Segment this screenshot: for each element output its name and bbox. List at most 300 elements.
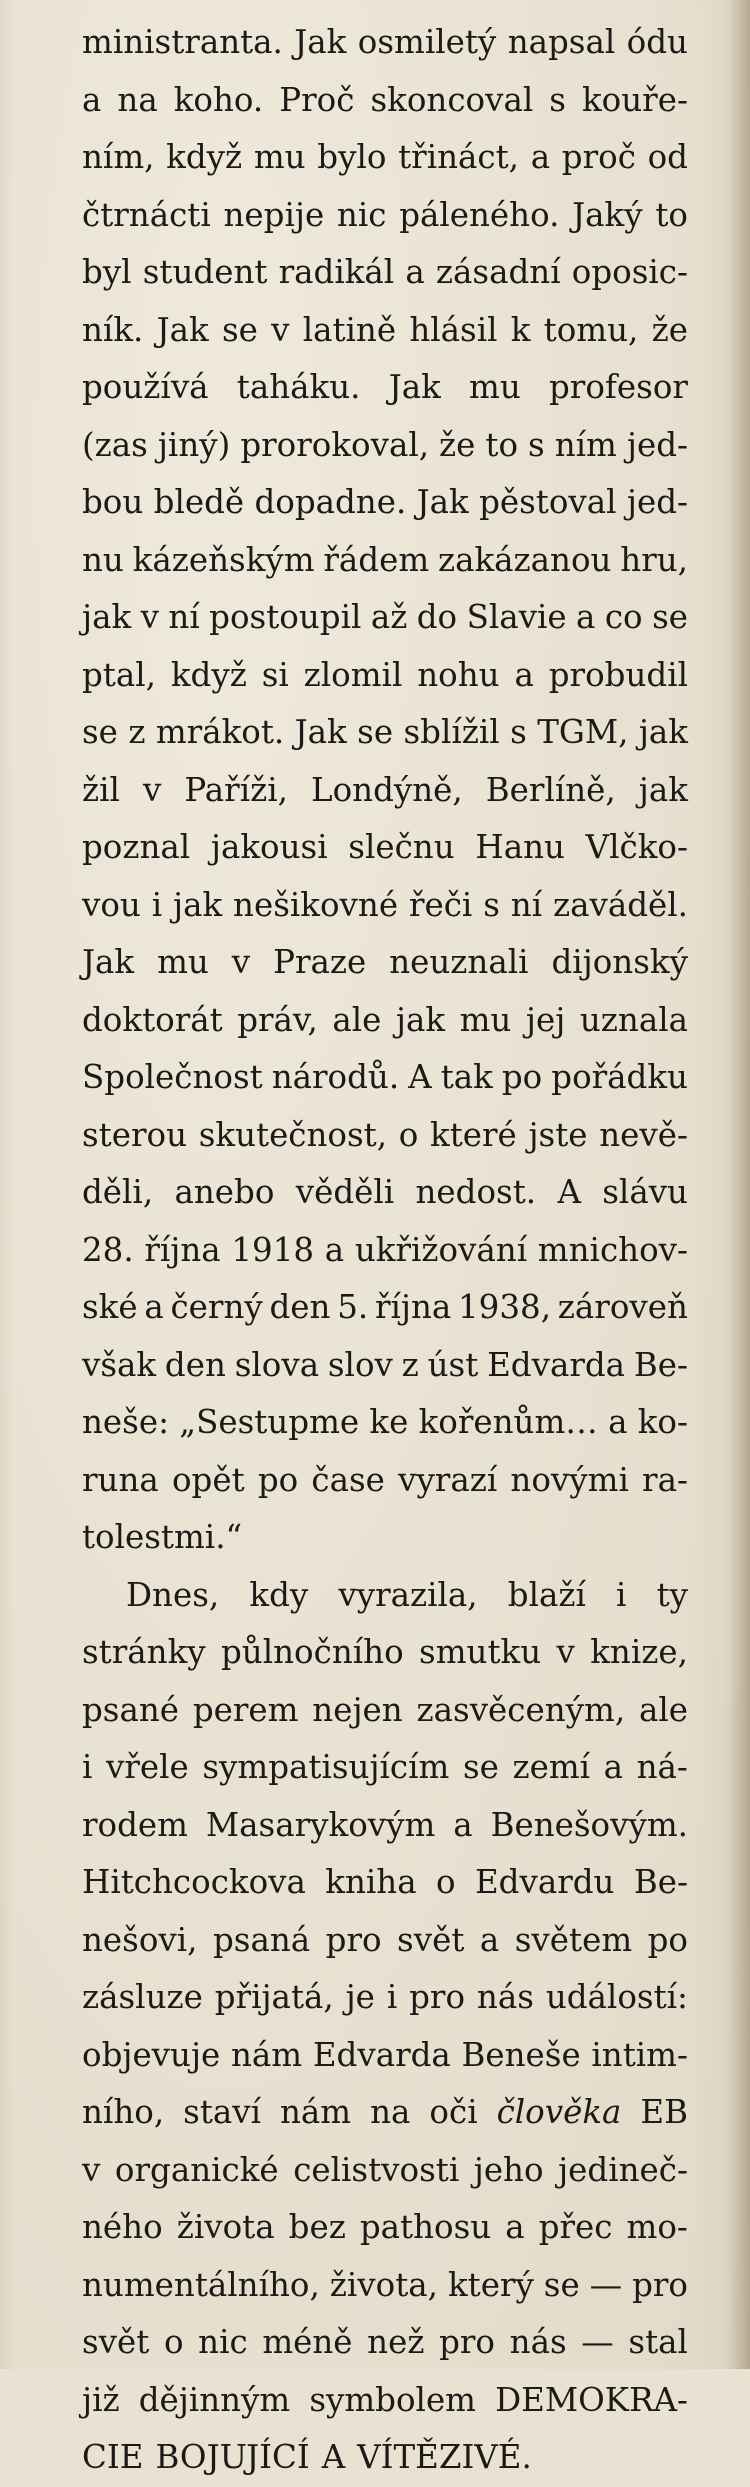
word: profesor [549,368,688,406]
word: skoncoval [370,80,534,119]
word: nevě- [599,1115,688,1154]
word: slečnu [348,828,455,866]
word: celistvosti [293,2150,460,2189]
word: zároveň [557,1288,688,1326]
word: slávu [602,1173,688,1211]
word: novými [510,1460,629,1499]
word: a [603,1748,624,1786]
word: Jak [416,483,469,521]
word: jak [638,713,688,751]
word: Be- [633,1863,688,1901]
word: řádem [323,540,430,579]
word: a [530,138,551,176]
word: mu [157,943,209,981]
word: které [430,1115,517,1154]
word: co [604,598,643,636]
text-line [82,1797,688,1855]
word: že [439,425,476,464]
word: zasvěceným, [416,1690,626,1729]
word: den [164,1345,226,1384]
word: v [142,770,162,809]
text-line [82,589,688,647]
word: Jak [294,23,347,61]
word: rodem [82,1805,188,1844]
word: Slavie [466,598,567,636]
word: numentálního, [82,2265,320,2304]
word: osmiletý [357,23,497,61]
word: kořenům… [418,1403,598,1441]
word: vyrazí [398,1460,498,1499]
word: do [416,598,458,636]
word: vou [82,885,141,924]
word: EB [640,2093,688,2131]
word: Společnost [82,1058,263,1096]
text-line [82,1452,688,1510]
word: ministranta. [82,23,283,61]
text-line [82,1969,688,2027]
word: půlnočního [221,1633,404,1671]
word: BOJUJÍCÍ [155,2438,310,2476]
word: mu [469,368,521,406]
word: A [408,1058,432,1096]
word: čtrnácti [82,195,211,234]
word: i [616,1575,627,1614]
word: ním, [82,138,155,176]
text-line [82,647,688,705]
word: nohu [417,655,500,694]
word: jste [528,1115,588,1154]
text-line [82,72,688,130]
text-line [82,877,688,935]
word: zakázanou [437,540,612,579]
word: zaváděl. [552,885,688,924]
word: uznala [579,1000,688,1039]
word: mrákot. [155,713,285,751]
word: stal [628,2323,688,2361]
word: „Sestupme [179,1403,360,1441]
text-line [82,14,688,72]
text-line [82,1682,688,1740]
word: a [453,1805,473,1844]
word: když [166,138,243,176]
word: jak [395,1000,446,1039]
word: dijonský [551,943,688,981]
word: Berlíně, [485,770,616,809]
word: života, [329,2265,438,2304]
word: kouře- [581,80,688,119]
word: symbolem [309,2380,477,2419]
word: TGM, [537,713,629,751]
word: až [370,598,408,636]
word: vřele [106,1748,189,1786]
word: sympatisujícím [202,1748,450,1786]
text-line [82,474,688,532]
word: stránky [82,1633,206,1671]
text-line [82,1164,688,1222]
word: že [651,310,688,349]
word: nás [509,2323,567,2361]
word: ódu [626,23,688,61]
word: zemí [512,1748,591,1786]
word: nešovi, [82,1920,198,1959]
word: v [271,310,290,349]
word: 5. [337,1288,369,1326]
word: věděli [295,1173,395,1211]
text-line [82,1624,688,1682]
word: páleného. [399,195,560,234]
word: jed- [626,425,688,464]
word: a [576,598,596,636]
word: ské [82,1288,138,1326]
word: psané [82,1690,180,1729]
word: bledě [153,483,245,521]
word: událostí: [545,1978,688,2016]
word: se [221,310,258,349]
text-line [82,129,688,187]
word: jeho [473,2150,544,2189]
word: slov [327,1345,393,1384]
word: CIE [82,2438,144,2476]
word: jej [525,1000,566,1039]
word: s [549,80,566,119]
word: psaná [212,1920,311,1959]
word: Praze [273,943,367,981]
word: ke [369,1403,409,1441]
word: jiný) [157,425,231,464]
word: i [82,1748,93,1786]
word: napsal [507,23,616,61]
word: svět [397,1920,465,1959]
word: po [501,1058,543,1096]
word: staví [183,2093,262,2131]
word: 1938, [458,1288,552,1326]
word: o [435,1863,456,1901]
word: nu [82,540,124,579]
word: hlásil [409,310,498,349]
text-line [82,762,688,820]
word: nešikovné [233,885,399,924]
word: byl [82,253,132,291]
text-line [82,1912,688,1970]
word: tak [440,1058,493,1096]
word: když [170,655,247,694]
word: Benešovým. [490,1805,688,1844]
body-text-column [82,14,688,2487]
word: knize, [590,1633,688,1671]
word: ty [656,1575,688,1614]
word: neše: [82,1403,170,1441]
word: pro [325,1920,382,1959]
word: ptal, [82,655,156,694]
word: pořádku [551,1058,688,1096]
text-line [82,1509,688,1567]
word: ného [82,2208,163,2246]
text-line [82,2314,688,2372]
word: který [447,2265,534,2304]
word: přijatá, [214,1978,334,2016]
text-line [82,1854,688,1912]
word: na [370,2093,411,2131]
word: a [608,1403,628,1441]
text-line [82,417,688,475]
text-line [82,1739,688,1797]
word: sblížil [403,713,500,751]
word: již [82,2380,120,2419]
word: ukřižování [354,1230,528,1269]
word: i [151,885,163,924]
word: VÍTĚZIVÉ. [357,2438,532,2476]
word: Londýně, [311,770,463,809]
word: Edvarda [487,1345,626,1384]
text-line [82,187,688,245]
word: národů. [271,1058,400,1096]
word: s [510,713,527,751]
word: svět [82,2323,150,2361]
word: nejen [312,1690,403,1729]
word: 1918 [231,1230,315,1269]
word: to [655,195,688,234]
word: Beneše [461,2035,581,2074]
word: října [374,1288,452,1326]
word: Jaký [572,195,643,234]
word: jakousi [210,828,328,866]
word: dopadne. [254,483,407,521]
word: po [647,1920,688,1959]
word: v [140,598,159,636]
text-line [82,244,688,302]
word: je [345,1978,375,2016]
word: na [117,80,158,119]
word: ního, [82,2093,165,2131]
word: se [543,2265,580,2304]
text-line [82,1049,688,1107]
word: zlomil [303,655,403,694]
word: probudil [548,655,688,694]
word: Proč [279,80,355,119]
word: děli, [82,1173,154,1211]
word: Paříži, [184,770,288,809]
word: ní [510,885,543,924]
word: zásadní [435,253,561,291]
word: — [581,2323,614,2361]
word: si [261,655,289,694]
word: Jak [82,943,135,981]
word: smutku [419,1633,542,1671]
word: ní [168,598,200,636]
text-line [82,992,688,1050]
word: se [652,598,688,636]
word: pro [409,1978,466,2016]
word: člověka [496,2093,622,2131]
word: z [128,713,146,751]
word: mu [459,1000,512,1039]
word: student [142,253,268,291]
word: z [401,1345,419,1384]
word: organické [114,2150,279,2189]
word: světem [514,1920,633,1959]
word: přec [538,2208,613,2246]
word: prorokoval, [240,425,430,464]
word: ko- [637,1403,688,1441]
word: Be- [633,1345,688,1384]
word: kniha [325,1863,417,1901]
word: jed- [626,483,688,521]
text-line [82,1337,688,1395]
word: oposic- [571,253,688,291]
word: se [82,713,118,751]
word: tomu, [543,310,639,349]
word: ním [554,425,617,464]
text-line [82,2372,688,2430]
word: nám [280,2093,352,2131]
word: poznal [82,828,191,866]
word: Hitchcockova [82,1863,306,1901]
page-edge-shadow [728,0,750,2369]
text-line [82,2199,688,2257]
word: v [556,1633,575,1671]
word: ale [638,1690,688,1729]
word: anebo [174,1173,275,1211]
text-line [82,359,688,417]
word: objevuje [82,2035,221,2074]
word: a [514,655,534,694]
word: ná- [636,1748,688,1786]
word: i [386,1978,398,2016]
word: Hanu [475,828,565,866]
word: nám [230,2035,303,2074]
text-line [82,819,688,877]
word: řeči [408,885,473,924]
word: a [479,1920,500,1959]
text-line [82,1394,688,1452]
word: bez [288,2208,346,2246]
word: mnichov- [537,1230,688,1269]
word: intim- [591,2035,688,2074]
word: 28. [82,1230,134,1269]
word: jak [173,885,223,924]
word: mu [253,138,306,176]
word: skutečnost, [198,1115,388,1154]
word: — [589,2265,623,2304]
word: nic [336,195,387,234]
word: života [176,2208,275,2246]
word: však [82,1345,157,1384]
text-line [82,1279,688,1337]
text-line [82,2257,688,2315]
word: nás [476,1978,534,2016]
word: runa [82,1460,159,1499]
word: postoupil [209,598,362,636]
word: nic [198,2323,248,2361]
word: v [82,2150,101,2189]
text-line [82,2027,688,2085]
text-line [82,1222,688,1280]
word: latině [302,310,397,349]
word: a [144,1288,164,1326]
word: nedost. [415,1173,537,1211]
word: opět [171,1460,245,1499]
word: se [462,1748,499,1786]
word: a [82,80,102,119]
word: sterou [82,1115,188,1154]
word: pro [632,2265,688,2304]
word: žil [82,770,120,809]
word: od [647,138,688,176]
word: října [144,1230,221,1269]
word: A [557,1173,581,1211]
word: Dnes, [126,1575,220,1614]
word: Vlčko- [585,828,688,866]
word: práv, [237,1000,318,1039]
text-line [82,2429,688,2487]
word: třináct, [398,138,520,176]
word: a [324,1230,345,1269]
word: Jak [388,368,441,406]
word: DEMOKRA- [495,2380,688,2419]
word: pěstoval [479,483,617,521]
word: v [231,943,251,981]
word: čase [311,1460,385,1499]
word: doktorát [82,1000,223,1039]
word: proč [561,138,636,176]
word: oči [429,2093,478,2131]
word: koho. [173,80,264,119]
word: pro [439,2323,496,2361]
word: k [510,310,531,349]
word: po [257,1460,299,1499]
word: radikál [278,253,395,291]
word: bylo [317,138,387,176]
text-line [82,1107,688,1165]
text-line [82,934,688,992]
word: vyrazila, [338,1575,478,1614]
word: se [357,713,394,751]
word: zásluze [82,1978,203,2016]
word: Masarykovým [205,1805,436,1844]
word: kdy [249,1575,309,1614]
word: s [528,425,545,464]
text-line [82,2084,688,2142]
word: jedineč- [558,2150,688,2189]
word: a [405,253,425,291]
word: ale [332,1000,382,1039]
word: dějinným [138,2380,291,2419]
word: používá [82,368,209,406]
word: jak [638,770,688,809]
word: kázeňským [132,540,315,579]
text-line [82,532,688,590]
word: o [398,1115,419,1154]
word: Jak [156,310,209,349]
word: s [483,885,500,924]
word: pathosu [359,2208,492,2246]
text-line [82,302,688,360]
word: Edvardu [474,1863,615,1901]
word: nepije [223,195,325,234]
word: mo- [626,2208,688,2246]
word: hru, [620,540,688,579]
word: méně [262,2323,353,2361]
text-line [82,1567,688,1625]
word: ník. [82,310,144,349]
word: Edvarda [312,2035,451,2074]
word: perem [192,1690,299,1729]
word: černý [170,1288,263,1326]
text-line [82,704,688,762]
word: a [505,2208,525,2246]
word: o [163,2323,184,2361]
word: taháku. [236,368,361,406]
